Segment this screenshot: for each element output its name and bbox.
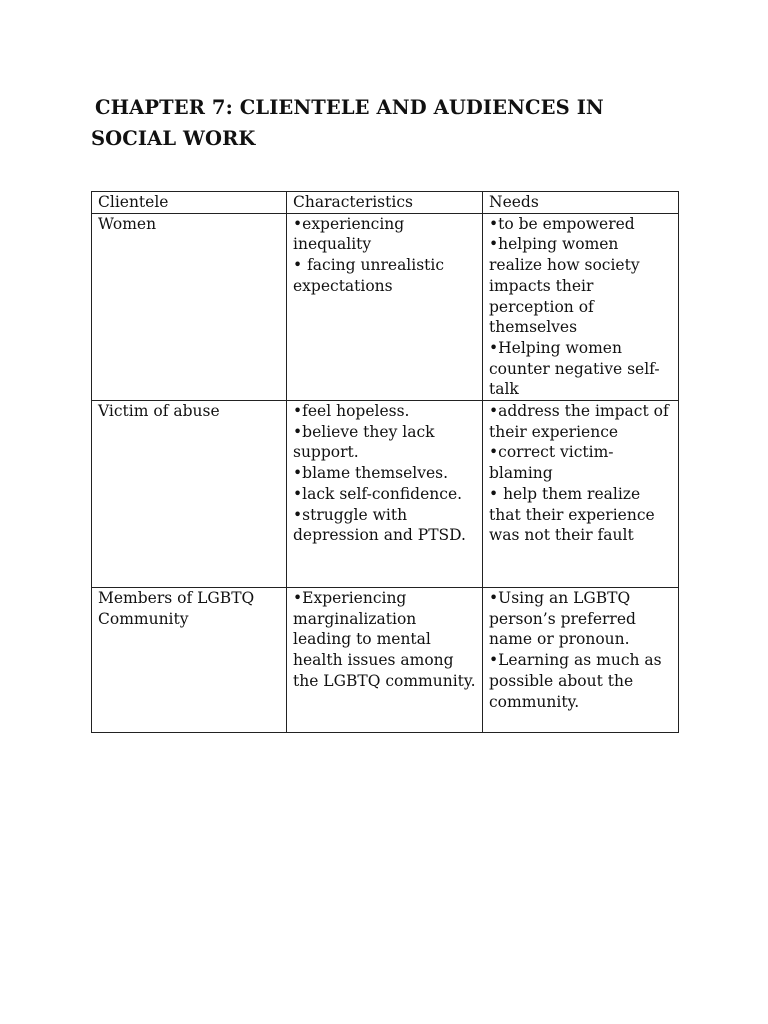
table-row [92,401,679,588]
list-item: •Experiencing marginalization leading to mental health issues among the LGBTQ community. [293,589,476,690]
list-item: • facing unrealistic expectations [293,256,445,295]
clientele-cell: Victim of abuse [92,401,287,588]
list-item: •Learning as much as possible about the community. [489,651,662,711]
list-item: •believe they lack support. [293,422,435,462]
list-item: •correct victim-blaming [489,443,614,483]
list-item: •blame themselves. [293,464,449,483]
header-needs: Needs [483,192,679,214]
table-row [92,213,679,400]
clientele-table [91,191,679,733]
list-item: •feel hopeless. [293,402,410,421]
clientele-cell: Women [92,213,287,400]
needs-cell [483,213,679,400]
needs-cell [483,588,679,733]
header-clientele: Clientele [92,192,287,214]
chapter-title [91,92,691,154]
list-item: • help them realize that their experience was not their fault [489,484,655,545]
characteristics-cell [287,401,483,588]
list-item: •Using an LGBTQ person’s preferred name or pronoun. [489,589,636,649]
table-header-row [92,192,679,214]
list-item: •experiencing inequality [293,214,405,254]
clientele-cell: Members of LGBTQ Community [92,588,287,733]
list-item: •lack self-confidence. [293,484,463,503]
list-item: •Helping women counter negative self-talk [489,338,660,399]
characteristics-cell [287,588,483,733]
header-characteristics: Characteristics [287,192,483,214]
list-item: •address the impact of their experience [489,402,669,441]
needs-cell [483,401,679,588]
chapter-title-line-2: SOCIAL WORK [91,127,256,150]
chapter-title-line-1: CHAPTER 7: CLIENTELE AND AUDIENCES IN [95,96,604,119]
list-item: •helping women realize how society impacts their perception of themselves [489,235,640,337]
list-item: •to be empowered [489,214,635,233]
table-row [92,588,679,733]
list-item: •struggle with depression and PTSD. [293,505,466,545]
characteristics-cell [287,213,483,400]
